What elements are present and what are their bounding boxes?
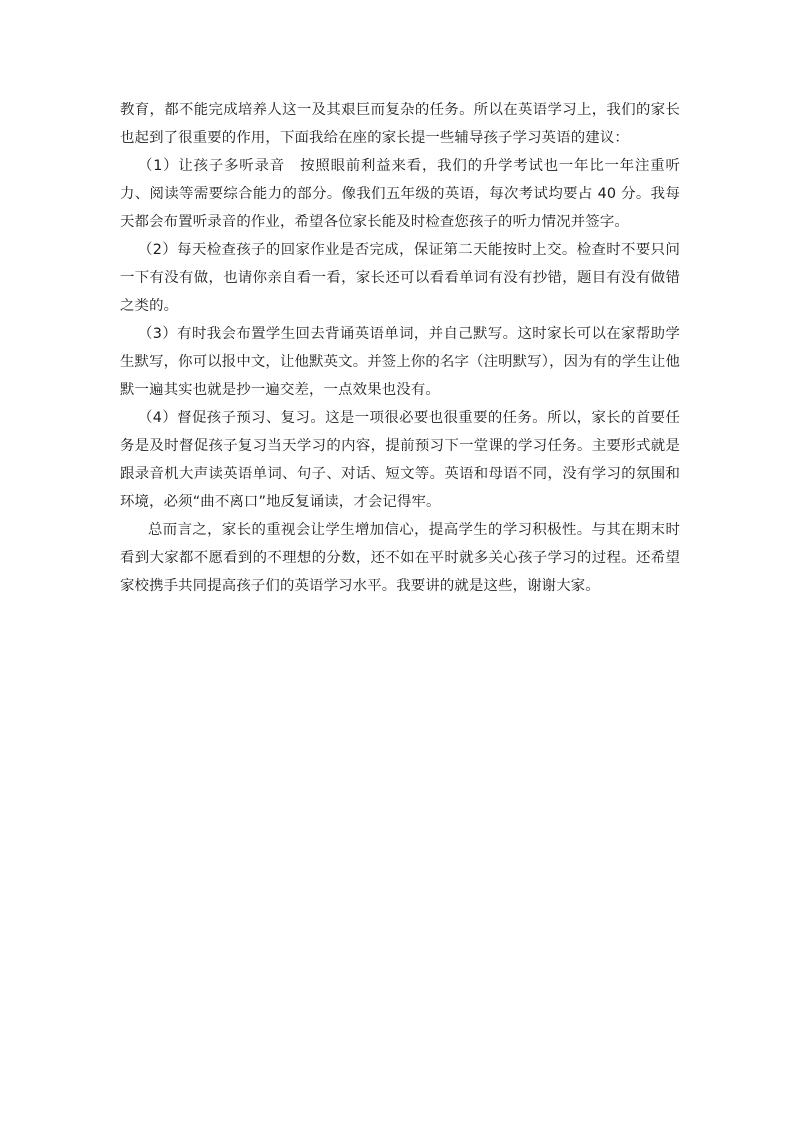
suggestion-3-paragraph: （3）有时我会布置学生回去背诵英语单词，并自己默写。这时家长可以在家帮助学生默写，你可以报中文，让他默英文。并签上你的名字（注明默写），因为有的学生让他默一遍其实也就是抄一遍交差，一点效果也没有。 <box>120 326 680 398</box>
conclusion-paragraph: 总而言之，家长的重视会让学生增加信心，提高学生的学习积极性。与其在期末时看到大家都不愿看到的不理想的分数，还不如在平时就多关心孩子学习的过程。还希望家校携手共同提高孩子们的英语学习水平。我要讲的就是这些，谢谢大家。 <box>120 522 680 594</box>
intro-paragraph: 教育，都不能完成培养人这一及其艰巨而复杂的任务。所以在英语学习上，我们的家长也起到了很重要的作用，下面我给在座的家长提一些辅导孩子学习英语的建议： <box>120 102 680 146</box>
suggestion-4-paragraph: （4）督促孩子预习、复习。这是一项很必要也很重要的任务。所以，家长的首要任务是及时督促孩子复习当天学习的内容，提前预习下一堂课的学习任务。主要形式就是跟录音机大声读英语单词、句子、对话、短文等。英语和母语不同，没有学习的氛围和环境，必须“曲不离口”地反复诵读，才会记得牢。 <box>120 410 680 510</box>
document-body <box>120 96 680 600</box>
suggestion-1-paragraph: （1）让孩子多听录音 按照眼前利益来看，我们的升学考试也一年比一年注重听力、阅读等需要综合能力的部分。像我们五年级的英语，每次考试均要占 40 分。我每天都会布置听录音的作业，希望各位家长能及时检查您孩子的听力情况并签字。 <box>120 158 680 230</box>
suggestion-2-paragraph: （2）每天检查孩子的回家作业是否完成，保证第二天能按时上交。检查时不要只问一下有没有做，也请你亲自看一看，家长还可以看看单词有没有抄错，题目有没有做错之类的。 <box>120 242 680 314</box>
